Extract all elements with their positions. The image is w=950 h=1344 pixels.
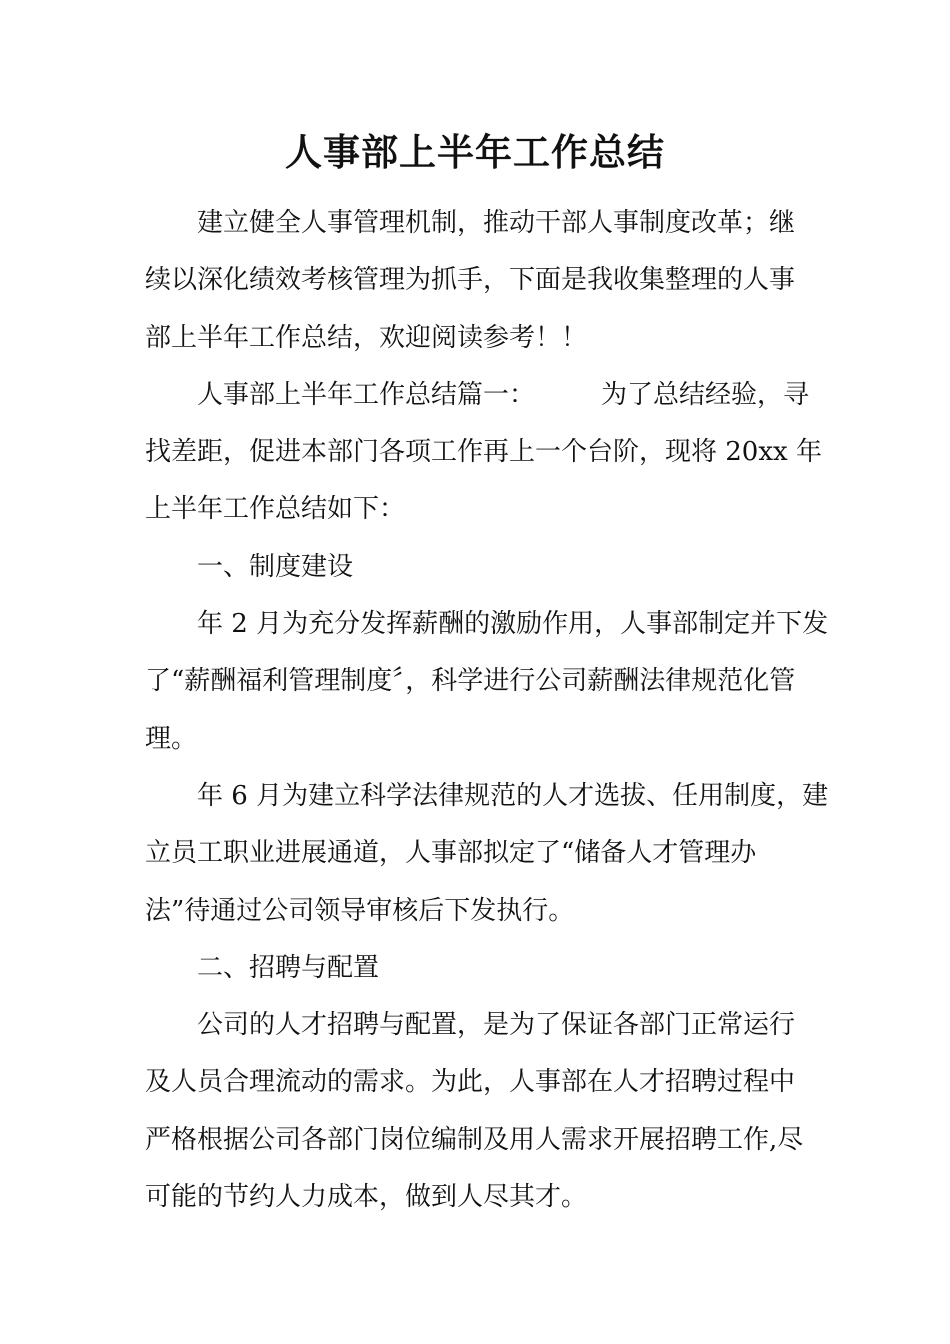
paragraph-line: 法”待通过公司领导审核后下发执行。 [145, 895, 575, 926]
paragraph-line: 立员工职业进展通道，人事部拟定了“储备人才管理办 [145, 838, 757, 869]
paragraph-text: 为了总结经验，寻 [600, 379, 809, 410]
paragraph-line: 建立健全人事管理机制，推动干部人事制度改革；继 [197, 208, 796, 238]
paragraph-line: 年 2 月为充分发挥薪酬的激励作用，人事部制定并下发 [197, 609, 829, 640]
paragraph-line: 可能的节约人力成本，做到人尽其才。 [145, 1182, 588, 1213]
paragraph-line: 找差距，促进本部门各项工作再上一个台阶，现将 20xx 年 [145, 437, 822, 468]
paragraph-line: 理。 [145, 723, 198, 754]
paragraph-line: 上半年工作总结如下： [145, 494, 406, 525]
paragraph-line: 了“薪酬福利管理制度〞，科学进行公司薪酬法律规范化管 [145, 666, 796, 697]
article-heading: 人事部上半年工作总结篇一： [197, 379, 536, 410]
paragraph-line: 及人员合理流动的需求。为此，人事部在人才招聘过程中 [145, 1067, 796, 1098]
paragraph-line: 部上半年工作总结，欢迎阅读参考！！ [145, 322, 588, 353]
paragraph-line: 续以深化绩效考核管理为抓手，下面是我收集整理的人事 [145, 265, 796, 296]
paragraph-line: 严格根据公司各部门岗位编制及用人需求开展招聘工作,尽 [145, 1124, 804, 1155]
section-heading: 二、招聘与配置 [197, 952, 380, 983]
document-title: 人事部上半年工作总结 [285, 130, 665, 174]
paragraph-line: 年 6 月为建立科学法律规范的人才选拔、任用制度，建 [197, 780, 829, 811]
document-body [145, 195, 829, 1226]
paragraph-line: 公司的人才招聘与配置，是为了保证各部门正常运行 [197, 1010, 796, 1041]
spacer [535, 367, 601, 424]
paragraph-line [145, 367, 809, 424]
section-heading: 一、制度建设 [197, 551, 354, 582]
